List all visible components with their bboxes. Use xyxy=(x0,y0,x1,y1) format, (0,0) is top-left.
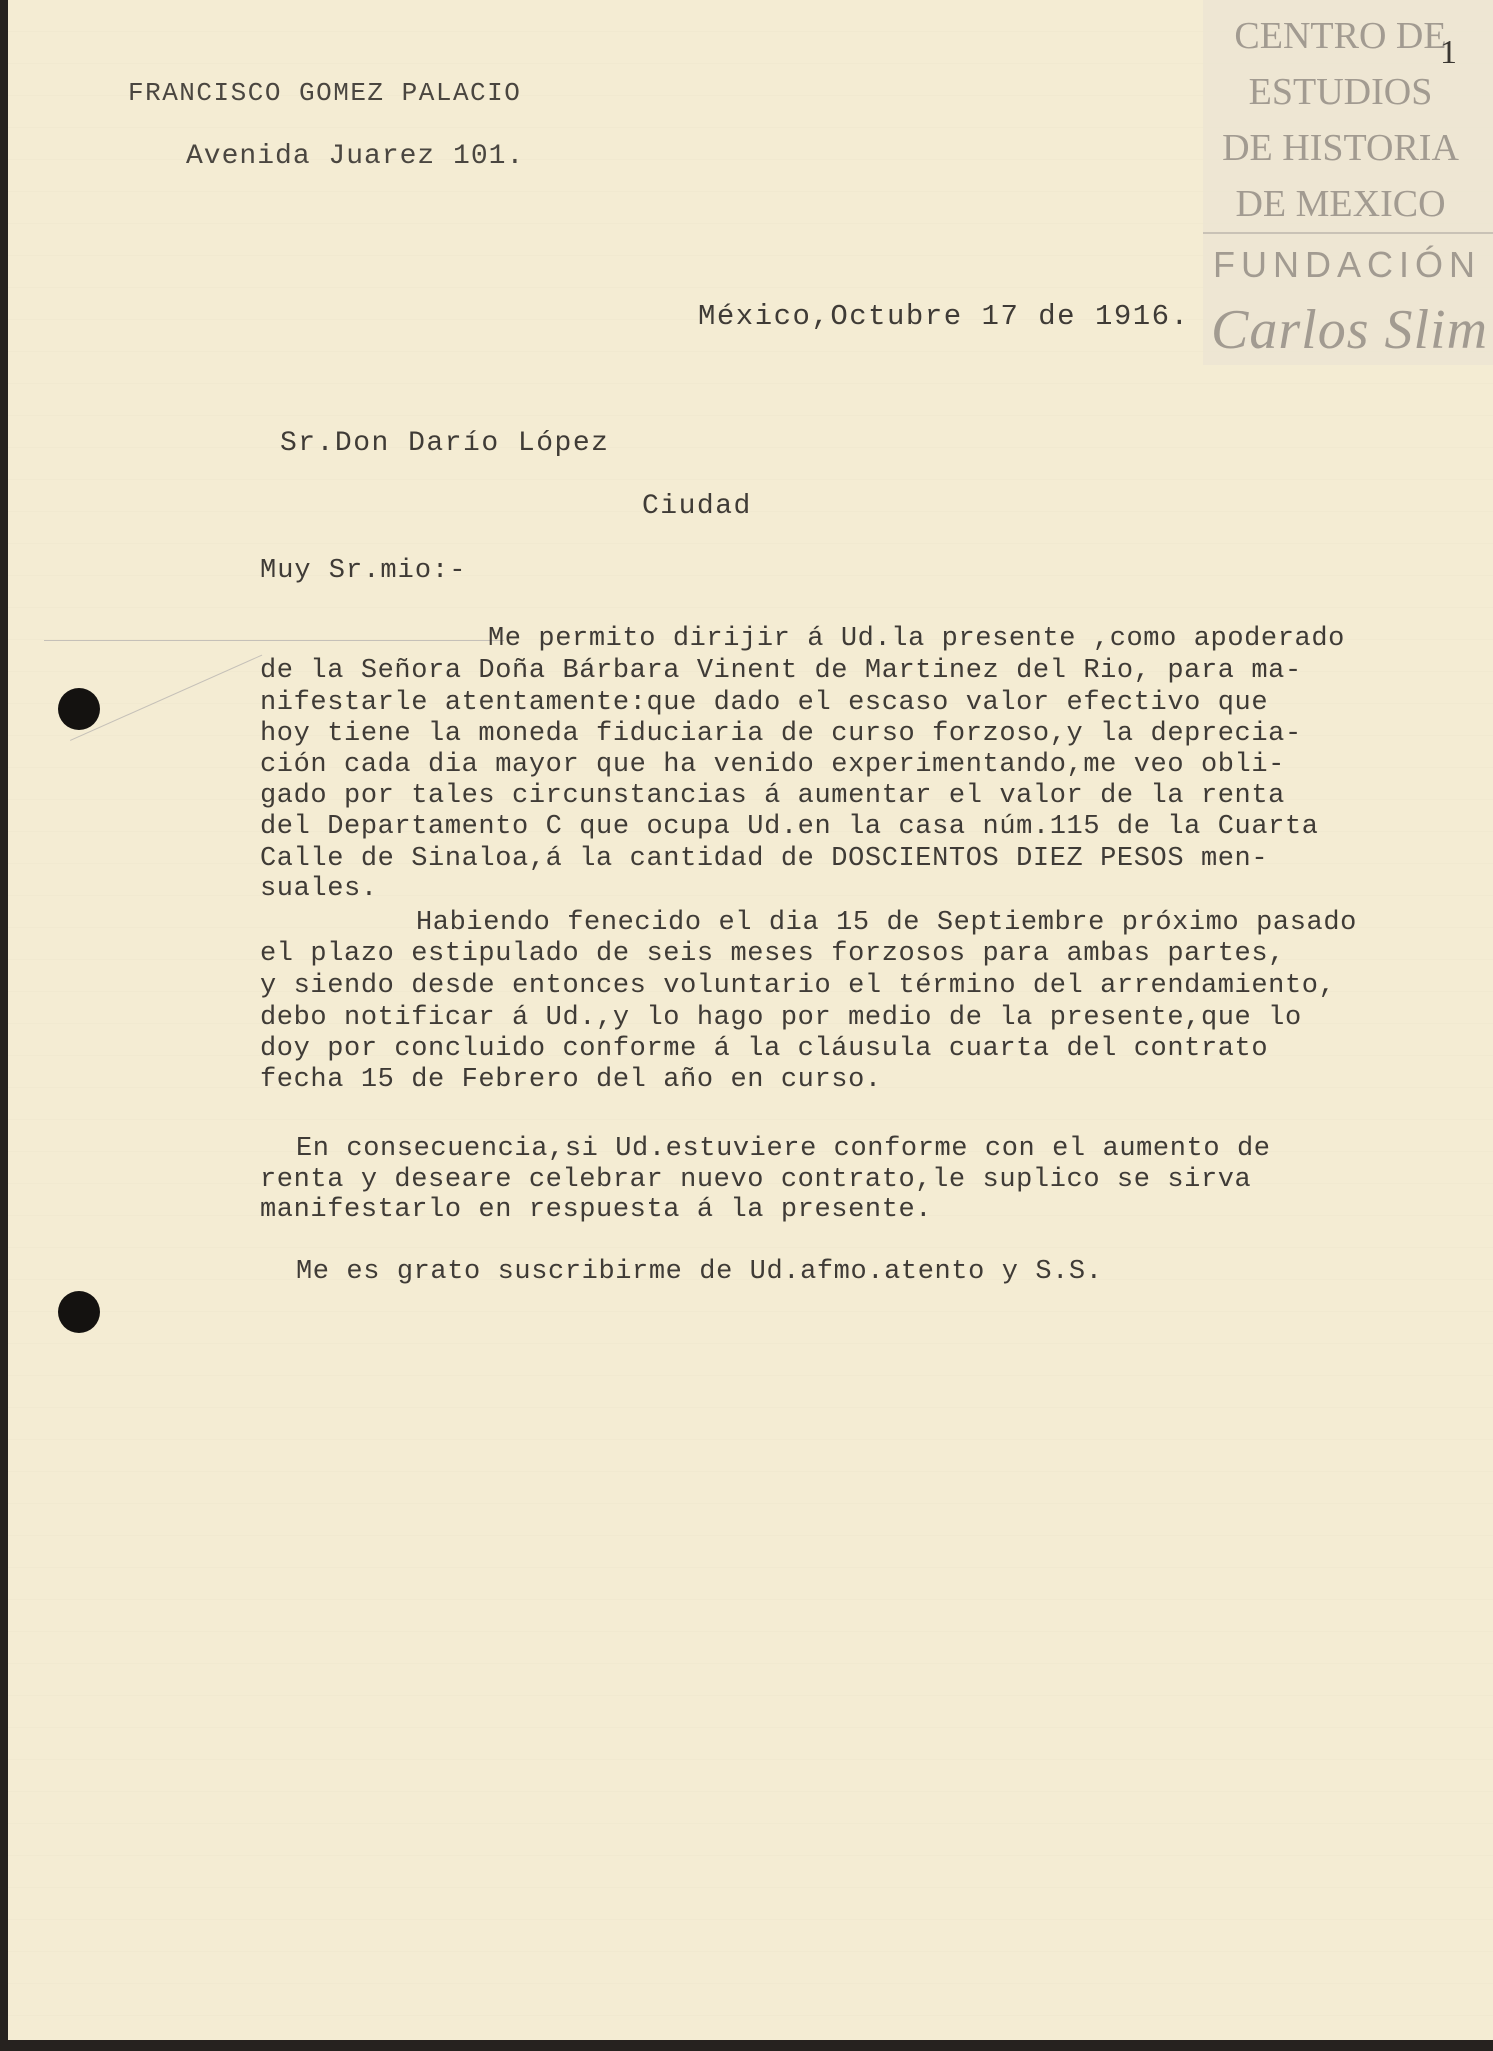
closing: Me es grato suscribirme de Ud.afmo.atento y S.S. xyxy=(296,1257,1103,1287)
text-line: renta y deseare celebrar nuevo contrato,le suplico se sirva xyxy=(260,1165,1252,1195)
punch-hole-bottom xyxy=(58,1291,100,1333)
stamp-line: CENTRO DE xyxy=(1234,15,1447,57)
text-line: nifestarle atentamente:que dado el escaso valor efectivo que xyxy=(260,688,1269,718)
salutation: Muy Sr.mio:- xyxy=(260,556,467,586)
text-line: hoy tiene la moneda fiduciaria de curso forzoso,y la deprecia- xyxy=(260,719,1302,749)
text-line: doy por concluido conforme á la cláusula cuarta del contrato xyxy=(260,1034,1269,1064)
punch-hole-top xyxy=(58,688,100,730)
stamp-divider xyxy=(1203,232,1493,234)
text-line: manifestarlo en respuesta á la presente. xyxy=(260,1195,933,1225)
stamp-line: DE MEXICO xyxy=(1235,183,1446,225)
stamp-line: ESTUDIOS xyxy=(1248,71,1433,113)
recipient-city: Ciudad xyxy=(642,491,752,522)
text-line: Calle de Sinaloa,á la cantidad de DOSCIENTOS DIEZ PESOS men- xyxy=(260,844,1269,874)
stamp-institution xyxy=(1203,8,1478,232)
pencil-mark xyxy=(70,655,262,741)
letter-page xyxy=(8,0,1493,2040)
text-line: En consecuencia,si Ud.estuviere conforme con el aumento de xyxy=(296,1134,1271,1164)
letterhead-name: FRANCISCO GOMEZ PALACIO xyxy=(128,78,522,108)
page-number: 1 xyxy=(1440,34,1457,71)
text-line: fecha 15 de Febrero del año en curso. xyxy=(260,1065,882,1095)
stamp-signature: Carlos Slim xyxy=(1211,299,1489,361)
letterhead-address: Avenida Juarez 101. xyxy=(186,141,525,172)
text-line: Me permito dirijir á Ud.la presente ,como apoderado xyxy=(488,624,1345,654)
text-line: el plazo estipulado de seis meses forzosos para ambas partes, xyxy=(260,939,1285,969)
text-line: de la Señora Doña Bárbara Vinent de Martinez del Rio, para ma- xyxy=(260,656,1302,686)
text-line: ción cada dia mayor que ha venido experimentando,me veo obli- xyxy=(260,750,1285,780)
text-line: y siendo desde entonces voluntario el término del arrendamiento, xyxy=(260,971,1336,1001)
text-line: suales. xyxy=(260,874,378,904)
text-line: del Departamento C que ocupa Ud.en la casa núm.115 de la Cuarta xyxy=(260,812,1319,842)
text-line: debo notificar á Ud.,y lo hago por medio de la presente,que lo xyxy=(260,1003,1302,1033)
letter-date: México,Octubre 17 de 1916. xyxy=(698,300,1190,333)
recipient-name: Sr.Don Darío López xyxy=(280,428,610,459)
text-line: gado por tales circunstancias á aumentar el valor de la renta xyxy=(260,781,1285,811)
stamp-line: DE HISTORIA xyxy=(1222,127,1459,169)
text-line: Habiendo fenecido el dia 15 de Septiembre próximo pasado xyxy=(416,908,1357,938)
pencil-mark xyxy=(44,640,504,641)
stamp-foundation: FUNDACIÓN xyxy=(1213,244,1481,285)
